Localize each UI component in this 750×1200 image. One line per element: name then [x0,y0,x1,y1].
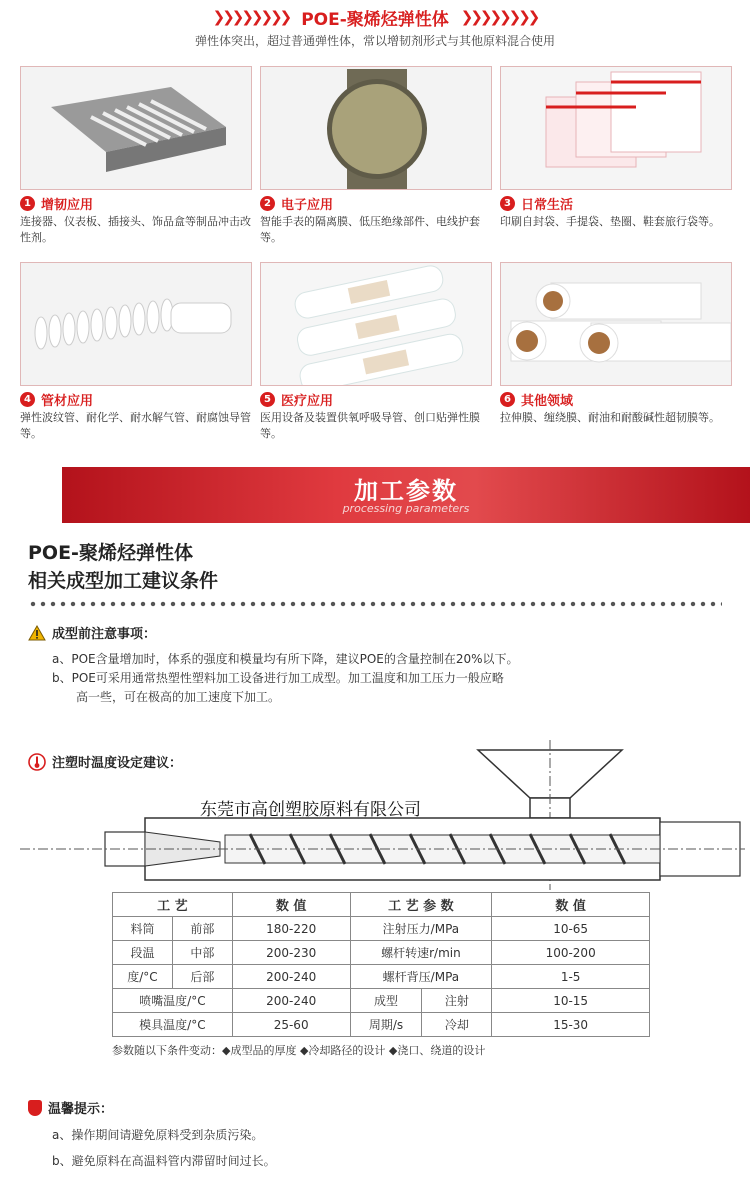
header-parameter: 工 艺 参 数 [350,893,492,917]
header-value-2: 数 值 [492,893,650,917]
number-badge: 1 [20,196,35,211]
cell: 10-65 [492,917,650,941]
application-card-1 [20,66,252,246]
banner-subtitle: processing parameters [342,502,470,515]
application-card-6 [500,262,732,426]
chevrons-right-decoration: ❯❯❯❯❯❯❯❯ [460,8,538,26]
table-row [113,941,650,965]
number-badge: 5 [260,392,275,407]
cell: 螺杆转速r/min [350,941,492,965]
cell: 200-240 [232,989,350,1013]
temperature-title: 注塑时温度设定建议： [52,756,183,771]
cell: 100-200 [492,941,650,965]
cell: 注射压力/MPa [350,917,492,941]
corrugated-hose-photo [20,262,252,386]
company-name: 东莞市高创塑胶原料有限公司 [200,800,421,820]
medical-patch-photo [260,262,492,386]
page-subtitle: 弹性体突出，超过普通弹性体，常以增韧剂形式与其他原料混合使用 [194,34,555,48]
card-description: 医用设备及装置供氧呼吸导管、创口贴弹性膜等。 [260,411,480,440]
precaution-a: a、POE含量增加时，体系的强度和模量均有所下降，建议POE的含量控制在20%以下。 [52,652,519,666]
page-header [0,4,750,49]
tip-a: a、操作期间请避免原料受到杂质污染。 [52,1128,264,1142]
application-card-2 [260,66,492,246]
precautions-title: 成型前注意事项： [52,627,157,642]
precautions-heading [28,623,156,642]
shield-icon [28,1100,42,1116]
film-rolls-photo [500,262,732,386]
number-badge: 6 [500,392,515,407]
table-row [113,965,650,989]
dotted-divider [28,600,722,608]
chevrons-left-decoration: ❯❯❯❯❯❯❯❯ [212,8,290,26]
card-title: 其他领域 [521,393,574,409]
card-title: 医疗应用 [281,393,334,409]
cell: 冷却 [422,1013,492,1037]
card-description: 印刷自封袋、手提袋、垫圈、鞋套旅行袋等。 [500,215,720,228]
page-title: POE-聚烯烃弹性体 [301,9,449,30]
cell: 180-220 [232,917,350,941]
cell: 料筒 [113,917,173,941]
cell: 1-5 [492,965,650,989]
precaution-b-line2: 高一些，可在极高的加工速度下加工。 [76,690,281,704]
card-title: 电子应用 [281,197,334,213]
cell: 喷嘴温度/°C [113,989,233,1013]
cell: 成型 [350,989,422,1013]
tips-title: 温馨提示： [48,1102,114,1117]
application-card-3 [500,66,732,230]
card-title: 增韧应用 [41,197,94,213]
section-title-1: POE-聚烯烃弹性体 [28,542,193,564]
processing-parameters-table [112,892,650,1037]
cell: 度/°C [113,965,173,989]
table-row [113,917,650,941]
number-badge: 2 [260,196,275,211]
cell: 中部 [172,941,232,965]
watch-membrane-photo [260,66,492,190]
table-header-row [113,893,650,917]
card-description: 连接器、仪表板、插接头、饰品盒等制品冲击改性剂。 [20,215,251,244]
cell: 模具温度/°C [113,1013,233,1037]
processing-banner [62,467,750,523]
cell: 周期/s [350,1013,422,1037]
header-process: 工 艺 [113,893,233,917]
card-description: 弹性波纹管、耐化学、耐水解气管、耐腐蚀导管等。 [20,411,251,440]
zip-bags-photo [500,66,732,190]
cell: 后部 [172,965,232,989]
table-row [113,989,650,1013]
cell: 200-230 [232,941,350,965]
cell: 25-60 [232,1013,350,1037]
warning-icon [28,625,46,641]
table-footnote: 参数随以下条件变动：◆成型品的厚度 ◆冷却路径的设计 ◆浇口、绕道的设计 [112,1044,486,1057]
tip-b: b、避免原料在高温料管内滞留时间过长。 [52,1154,276,1168]
connector-part-photo [20,66,252,190]
number-badge: 4 [20,392,35,407]
banner-title: 加工参数 [354,477,458,505]
header-value: 数 值 [232,893,350,917]
cell: 15-30 [492,1013,650,1037]
section-title-2: 相关成型加工建议条件 [28,570,219,592]
application-card-5 [260,262,492,442]
number-badge: 3 [500,196,515,211]
card-title: 日常生活 [521,197,574,213]
cell: 螺杆背压/MPa [350,965,492,989]
cell: 200-240 [232,965,350,989]
card-title: 管材应用 [41,393,94,409]
tips-heading [28,1098,113,1117]
cell: 10-15 [492,989,650,1013]
card-description: 智能手表的隔离膜、低压绝缘部件、电线护套等。 [260,215,480,244]
cell: 前部 [172,917,232,941]
card-description: 拉伸膜、缠绕膜、耐油和耐酸碱性超韧膜等。 [500,411,720,424]
cell: 段温 [113,941,173,965]
cell: 注射 [422,989,492,1013]
table-row [113,1013,650,1037]
application-card-4 [20,262,252,442]
precaution-b-line1: b、POE可采用通常热塑性塑料加工设备进行加工成型。加工温度和加工压力一般应略 [52,671,504,685]
